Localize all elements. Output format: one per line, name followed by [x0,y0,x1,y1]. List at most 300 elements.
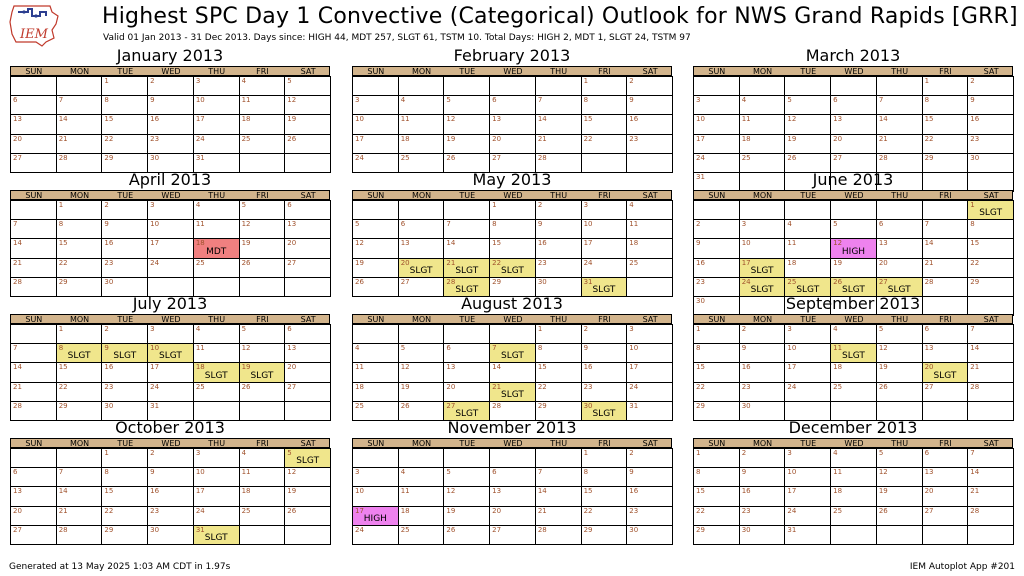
day-number: 19 [400,382,410,391]
day-cell [101,448,148,468]
day-cell [101,506,148,526]
outlook-category: HIGH [363,513,387,524]
empty-cell [489,76,536,96]
month-title: August 2013 [461,294,563,313]
day-cell [626,448,673,468]
day-number: 5 [446,468,451,477]
empty-cell [489,448,536,468]
day-cell [398,277,445,297]
day-cell [784,467,831,487]
weekday-label: TUE [459,439,476,448]
day-number: 20 [400,258,410,267]
day-cell [830,238,877,258]
weekday-label: MON [69,315,90,324]
day-number: 10 [741,239,751,248]
day-cell [967,362,1014,382]
weekday-label: TUE [800,439,817,448]
day-number: 29 [970,277,980,286]
day-number: 3 [355,468,360,477]
day-cell [239,238,286,258]
weekday-label: THU [891,439,909,448]
day-cell [284,76,331,96]
day-number: 30 [629,525,639,534]
day-cell [56,401,103,421]
empty-cell [398,76,445,96]
day-cell [581,76,628,96]
weekday-label: FRI [598,191,611,200]
day-cell [784,506,831,526]
weekday-label: WED [844,315,864,324]
day-number: 11 [833,468,843,477]
day-number: 15 [104,487,114,496]
month-title: March 2013 [805,46,901,65]
day-number: 17 [150,239,160,248]
day-number: 4 [400,96,406,105]
day-cell [693,448,740,468]
day-number: 1 [696,449,701,457]
day-number: 20 [446,382,456,391]
weekday-label: TUE [117,439,134,448]
day-number: 17 [195,487,205,496]
month-calendar [352,419,672,565]
day-number: 16 [583,363,593,372]
day-cell [10,134,57,154]
day-number: 14 [446,239,456,248]
empty-cell [784,200,831,220]
day-number: 13 [287,220,297,229]
day-number: 2 [629,77,634,85]
weekday-label: SUN [367,439,385,448]
day-cell [56,134,103,154]
day-cell [443,238,490,258]
weekday-label: FRI [256,439,269,448]
day-number: 13 [878,239,888,248]
day-cell [626,134,673,154]
day-number: 10 [150,220,160,229]
day-cell [626,486,673,506]
weekday-label: SAT [983,439,999,448]
day-number: 1 [924,77,930,85]
day-cell [626,238,673,258]
day-cell [922,238,969,258]
day-cell [443,486,490,506]
day-number: 25 [241,506,251,515]
weekday-label: MON [411,439,432,448]
day-number: 18 [787,258,797,267]
day-number: 21 [58,506,68,515]
empty-cell [535,76,582,96]
day-number: 6 [13,96,18,105]
day-number: 10 [583,220,593,229]
day-cell [147,76,194,96]
weekday-label: THU [891,67,909,76]
day-cell [239,506,286,526]
day-number: 15 [924,115,934,124]
day-number: 15 [583,487,593,496]
day-number: 30 [104,277,114,286]
empty-cell [581,153,628,173]
day-number: 13 [492,115,502,124]
day-cell [56,114,103,134]
day-number: 23 [696,277,705,286]
day-cell [193,258,240,278]
day-number: 12 [446,115,456,124]
weekday-label: WED [161,191,181,200]
day-number: 28 [970,382,980,391]
day-number: 19 [241,239,251,248]
day-cell [443,258,490,278]
day-cell [56,506,103,526]
day-cell [784,95,831,115]
day-cell [784,448,831,468]
weekday-label: FRI [598,67,611,76]
day-number: 3 [787,449,792,457]
day-cell [581,277,628,297]
day-cell [830,95,877,115]
weekday-label: THU [208,67,226,76]
day-cell [443,219,490,239]
day-number: 2 [741,449,747,457]
day-number: 20 [13,134,22,143]
outlook-category: SLGT [501,265,524,276]
weekday-label: FRI [256,67,269,76]
day-number: 1 [583,449,589,457]
day-cell [239,382,286,402]
day-cell [398,343,445,363]
weekday-header [352,314,672,324]
day-number: 12 [787,115,797,124]
day-number: 4 [741,96,747,105]
day-cell [581,258,628,278]
weekday-label: WED [844,439,864,448]
day-cell [535,506,582,526]
day-number: 7 [492,344,497,353]
day-number: 2 [741,325,747,333]
day-number: 8 [104,468,109,477]
day-cell [193,382,240,402]
weekday-label: MON [69,67,90,76]
day-number: 10 [195,96,205,105]
day-number: 26 [446,153,456,162]
day-number: 11 [400,115,410,124]
day-number: 5 [241,325,247,333]
day-number: 4 [833,325,838,333]
day-number: 24 [195,134,205,143]
day-cell [101,258,148,278]
day-cell [967,382,1014,402]
day-number: 7 [970,449,975,457]
day-number: 22 [104,506,114,515]
day-cell [967,324,1014,344]
day-number: 24 [741,277,751,286]
day-number: 6 [924,449,930,457]
day-number: 21 [58,134,68,143]
day-cell [626,76,673,96]
weekday-label: THU [550,191,568,200]
day-cell [535,95,582,115]
day-cell [147,382,194,402]
day-number: 30 [970,153,980,162]
day-number: 24 [787,506,797,515]
weekday-header [352,438,672,448]
day-number: 15 [58,363,68,372]
day-number: 11 [629,220,639,229]
logo-text: IEM [20,27,48,42]
day-cell [101,114,148,134]
day-cell [193,467,240,487]
day-number: 16 [696,258,705,267]
day-number: 8 [537,344,543,353]
day-number: 19 [446,134,456,143]
day-cell [489,362,536,382]
day-number: 18 [833,487,843,496]
day-number: 16 [629,487,639,496]
day-cell [239,486,286,506]
day-cell [830,114,877,134]
day-cell [784,258,831,278]
weekday-label: TUE [800,315,817,324]
weekday-label: TUE [117,67,134,76]
weekday-label: WED [503,67,523,76]
day-cell [398,486,445,506]
day-cell [739,134,786,154]
day-cell [56,200,103,220]
day-cell [193,362,240,382]
outlook-category: SLGT [592,284,616,295]
day-cell [193,238,240,258]
day-cell [398,401,445,421]
weekday-label: THU [550,439,568,448]
day-number: 1 [492,201,497,209]
day-number: 18 [195,363,205,372]
day-cell [830,467,877,487]
day-number: 12 [878,468,888,477]
day-number: 15 [104,115,114,124]
day-cell [830,258,877,278]
day-number: 3 [696,96,701,105]
day-cell [147,219,194,239]
outlook-category: SLGT [501,351,524,362]
day-cell [56,343,103,363]
day-number: 5 [287,77,292,85]
day-number: 2 [537,201,543,209]
day-number: 26 [241,382,251,391]
day-number: 6 [13,468,18,477]
day-cell [101,238,148,258]
day-number: 5 [878,449,884,457]
day-number: 26 [878,506,888,515]
day-cell [922,362,969,382]
day-cell [101,134,148,154]
day-cell [535,238,582,258]
day-number: 26 [400,401,410,410]
day-cell [147,134,194,154]
month-title: October 2013 [115,418,225,437]
day-number: 23 [741,382,751,391]
day-cell [830,486,877,506]
day-number: 3 [629,325,634,333]
month-calendar [10,419,330,565]
empty-cell [922,525,969,545]
day-cell [739,382,786,402]
weekday-header [693,438,1013,448]
day-cell [830,382,877,402]
day-number: 13 [13,487,22,496]
day-number: 14 [492,363,502,372]
weekday-label: THU [891,191,909,200]
day-number: 7 [878,96,884,105]
day-cell [876,486,923,506]
weekday-label: SAT [642,315,658,324]
day-number: 27 [492,153,502,162]
day-cell [581,525,628,545]
day-number: 6 [446,344,451,353]
day-number: 1 [583,77,589,85]
day-number: 30 [583,401,593,410]
day-number: 6 [924,325,930,333]
day-number: 7 [58,96,64,105]
day-number: 1 [696,325,701,333]
day-number: 11 [195,344,205,353]
day-cell [56,95,103,115]
day-cell [352,401,399,421]
day-number: 16 [150,487,160,496]
day-number: 12 [355,239,364,248]
day-cell [922,277,969,297]
day-number: 21 [924,258,934,267]
day-cell [876,238,923,258]
day-cell [398,95,445,115]
day-number: 20 [287,239,297,248]
weekday-label: SUN [25,315,43,324]
outlook-category: SLGT [887,284,911,295]
day-number: 28 [970,506,980,515]
day-number: 18 [629,239,639,248]
day-number: 13 [287,344,297,353]
day-number: 22 [696,506,705,515]
day-number: 4 [241,449,247,457]
day-number: 21 [970,487,980,496]
day-cell [489,219,536,239]
day-cell [693,486,740,506]
day-cell [239,95,286,115]
day-cell [398,467,445,487]
day-number: 30 [104,401,114,410]
day-number: 28 [58,525,68,534]
day-number: 4 [787,220,792,229]
day-cell [10,95,57,115]
day-cell [876,467,923,487]
day-cell [56,362,103,382]
day-cell [581,95,628,115]
day-cell [967,277,1014,297]
day-number: 11 [195,220,205,229]
day-number: 29 [583,525,593,534]
weekday-label: FRI [598,315,611,324]
day-cell [922,343,969,363]
day-number: 27 [287,258,297,267]
day-cell [10,343,57,363]
weekday-label: SUN [25,67,43,76]
day-cell [56,238,103,258]
day-number: 10 [787,468,797,477]
day-number: 26 [878,382,888,391]
day-number: 18 [195,239,205,248]
outlook-category: SLGT [250,370,274,381]
day-cell [581,238,628,258]
day-number: 10 [355,487,364,496]
day-cell [352,114,399,134]
day-cell [535,200,582,220]
outlook-category: SLGT [501,389,524,400]
day-number: 11 [400,487,410,496]
day-number: 3 [195,449,201,457]
day-number: 15 [583,115,593,124]
day-number: 23 [741,506,751,515]
month-calendar [693,419,1013,565]
day-number: 10 [696,115,705,124]
day-number: 21 [13,258,22,267]
day-cell [443,506,490,526]
day-cell [626,362,673,382]
day-cell [922,76,969,96]
day-number: 2 [696,220,701,229]
day-number: 14 [924,239,934,248]
outlook-category: SLGT [842,351,865,362]
day-number: 23 [150,134,160,143]
day-number: 19 [287,487,297,496]
day-cell [101,95,148,115]
weekday-label: FRI [939,191,952,200]
day-number: 29 [696,401,705,410]
empty-cell [739,76,786,96]
day-number: 17 [150,363,160,372]
weekday-label: SUN [708,439,726,448]
day-number: 7 [13,344,18,353]
day-number: 17 [696,134,705,143]
empty-cell [352,448,399,468]
day-cell [693,382,740,402]
month-title: February 2013 [453,46,571,65]
day-number: 30 [741,525,751,534]
day-cell [398,362,445,382]
day-cell [10,506,57,526]
day-number: 4 [355,344,360,353]
day-cell [352,525,399,545]
day-cell [284,382,331,402]
day-cell [581,486,628,506]
day-cell [876,382,923,402]
day-number: 11 [787,239,797,248]
day-number: 28 [13,401,22,410]
outlook-category: SLGT [204,370,228,381]
day-number: 30 [150,153,160,162]
day-number: 10 [150,344,160,353]
day-cell [739,258,786,278]
day-cell [284,95,331,115]
weekday-label: WED [161,439,181,448]
day-number: 18 [833,363,843,372]
day-cell [239,448,286,468]
day-number: 8 [104,96,109,105]
weekday-label: SUN [367,315,385,324]
day-number: 14 [970,344,980,353]
day-number: 28 [537,525,547,534]
day-cell [101,467,148,487]
empty-cell [693,76,740,96]
day-cell [10,525,57,545]
day-cell [739,153,786,173]
